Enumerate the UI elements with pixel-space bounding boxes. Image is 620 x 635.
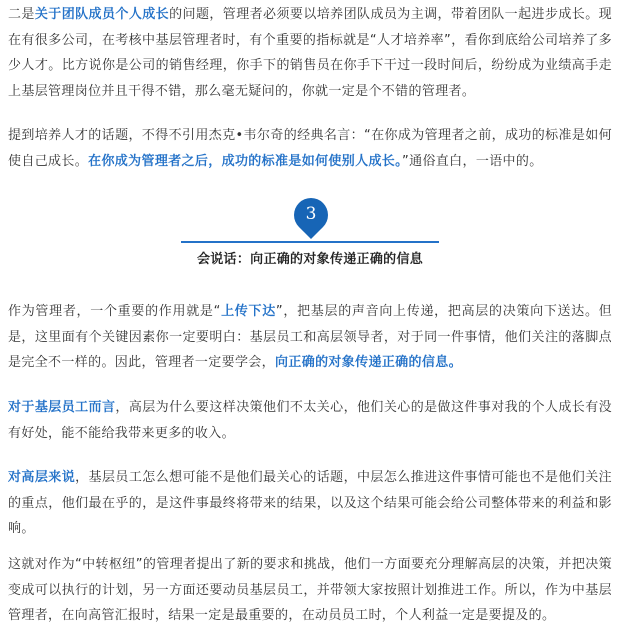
paragraph-text: 这就对作为“中转枢纽”的管理者提出了新的要求和挑战，他们一方面要充分理解高层的决策，并把决策变成可以执行的计划，另一方面还要动员基层员工，并带领大家按照计划推进工作。所以，作为中基层管理者，在向高管汇报时，结果一定是最重要的，在动员员工时，个人利益一定是要提及的。 <box>8 557 612 623</box>
paragraph-communication <box>8 299 612 376</box>
paragraph-text: ”，把基层的声音向上传递，把高层的决策向下送达。但是，这里面有个关键因素你一定要明白：基层员工和高层领导者，对于同一件事情，他们关注的落脚点是完全不一样的。因此，管理者一定要学会， <box>8 304 612 370</box>
section-header <box>0 198 620 270</box>
paragraph-team-growth <box>8 2 612 104</box>
paragraph-text: ，高层为什么要这样决策他们不太关心，他们关心的是做这件事对我的个人成长有没有好处，能不能给我带来更多的收入。 <box>8 400 612 441</box>
section-divider <box>181 241 439 243</box>
paragraph-text: 作为管理者，一个重要的作用就是“ <box>8 304 221 319</box>
highlight-welch-quote: 在你成为管理者之后，成功的标准是如何使别人成长。 <box>88 153 403 169</box>
paragraph-text: ”通俗直白，一语中的。 <box>402 153 543 169</box>
section-number: 3 <box>305 204 317 224</box>
highlight-right-message: 向正确的对象传递正确的信息。 <box>275 355 462 370</box>
paragraph-text: 提到培养人才的话题，不得不引用杰克•韦尔奇的经典名言：“在你成为管理者之前，成功的标准是如何使自己成长。 <box>8 128 612 169</box>
paragraph-text: ，基层员工怎么想可能不是他们最关心的话题，中层怎么推进这件事情可能也不是他们关注的重点，他们最在乎的，是这件事最终将带来的结果，以及这个结果可能会给公司整体带来的利益和影响。 <box>8 470 612 536</box>
paragraph-grassroots <box>8 395 612 446</box>
paragraph-hub-manager <box>8 552 612 629</box>
highlight-pass-up-down: 上传下达 <box>220 304 276 319</box>
paragraph-welch-quote <box>8 123 612 174</box>
highlight-grassroots: 对于基层员工而言 <box>8 400 116 415</box>
paragraph-executives <box>8 465 612 542</box>
paragraph-text: 的问题，管理者必须要以培养团队成员为主调，带着团队一起进步成长。现在有很多公司，在考核中基层管理者时，有个重要的指标就是“人才培养率”，看你到底给公司培养了多少人才。比方说你是公司的销售经理，你手下的销售员在你手下干过一段时间后，纷纷成为业绩高手走上基层管理岗位并且干得不错，那么毫无疑问的，你就一定是个不错的管理者。 <box>8 7 612 99</box>
highlight-executives: 对高层来说 <box>8 470 76 485</box>
section-title: 会说话：向正确的对象传递正确的信息 <box>196 252 424 267</box>
paragraph-text: 二是 <box>8 7 35 22</box>
highlight-team-growth: 关于团队成员个人成长 <box>34 7 170 22</box>
